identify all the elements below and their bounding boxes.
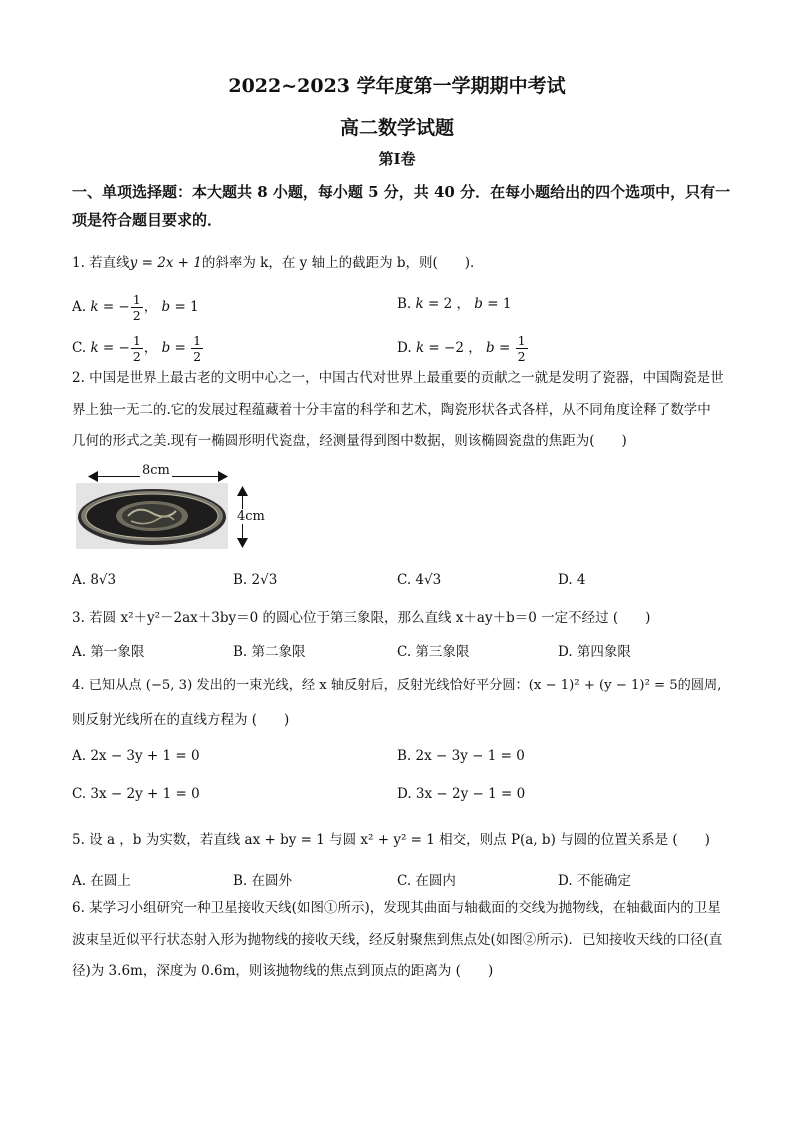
- question-6-stem: 6. 某学习小组研究一种卫星接收天线(如图①所示)，发现其曲面与轴截面的交线为抛物线，在轴截面内的卫星波束呈近似平行状态射入形为抛物线的接收天线，经反射聚焦到焦点处(如图②所示)．已知接收天线的口径(直径)为 3.6m，深度为 0.6m，则该抛物线的焦点到顶点的距离为 ( ): [72, 900, 723, 979]
- question-3-option-d[interactable]: D. 第四象限: [558, 644, 631, 660]
- question-2-option-b[interactable]: B. 2√3: [233, 572, 278, 588]
- question-1-option-c[interactable]: C. k = − $\frac{1}{2}$ ， b = $\frac{1}{2}$: [72, 333, 202, 364]
- width-label: 8cm: [142, 463, 170, 478]
- question-3-stem: 3. 若圆 x²＋y²－2ax＋3by＝0 的圆心位于第三象限，那么直线 x＋ay＋b＝0 一定不经过 ( ): [72, 610, 651, 626]
- question-1-option-d[interactable]: D. k = −2 ， b = $\frac{1}{2}$: [397, 333, 526, 364]
- fraction-half: $\frac{1}{2}$: [132, 292, 141, 323]
- question-4-stem-line1: 4. 已知从点 (−5, 3) 发出的一束光线，经 x 轴反射后，反射光线恰好平分圆：(x − 1)² + (y − 1)² = 5的圆周,: [72, 678, 722, 693]
- question-3-option-a[interactable]: A. 第一象限: [72, 644, 145, 660]
- question-4-option-c[interactable]: C. 3x − 2y + 1 = 0: [72, 786, 200, 802]
- question-4-option-d[interactable]: D. 3x − 2y − 1 = 0: [397, 786, 526, 802]
- question-3-option-b[interactable]: B. 第二象限: [233, 644, 306, 660]
- question-2-stem: 2. 中国是世界上最古老的文明中心之一，中国古代对世界上最重要的贡献之一就是发明了瓷器，中国陶瓷是世界上独一无二的.它的发展过程蕴藏着十分丰富的科学和艺术，陶瓷形状各式各样，从不同角度诠释了数学中几何的形式之美.现有一椭圆形明代瓷盘，经测量得到图中数据，则该椭圆瓷盘的焦距为( ): [72, 370, 724, 449]
- question-2-option-a[interactable]: A. 8√3: [72, 572, 117, 588]
- question-5-option-b[interactable]: B. 在圆外: [233, 873, 293, 889]
- question-2-option-d[interactable]: D. 4: [558, 572, 586, 588]
- porcelain-plate-image: [76, 483, 228, 549]
- arrow-left-icon: [88, 471, 98, 482]
- arrow-down-icon: [237, 538, 248, 548]
- width-dimension: [88, 465, 228, 485]
- question-1-stem: 1. 若直线y = 2x + 1的斜率为 k，在 y 轴上的截距为 b，则( )．: [72, 255, 484, 271]
- question-3-option-c[interactable]: C. 第三象限: [397, 644, 470, 660]
- arrow-right-icon: [218, 471, 228, 482]
- question-4-option-b[interactable]: B. 2x − 3y − 1 = 0: [397, 748, 525, 764]
- arrow-up-icon: [237, 486, 248, 496]
- exam-title: 2022~2023 学年度第一学期期中考试: [228, 75, 566, 97]
- question-5-option-a[interactable]: A. 在圆上: [72, 873, 131, 889]
- question-4-stem-line2: 则反射光线所在的直线方程为 ( ): [72, 712, 290, 728]
- height-label: 4cm: [237, 509, 265, 524]
- volume-label: 第Ⅰ卷: [378, 150, 416, 168]
- plate-picture: [76, 483, 228, 549]
- section-instruction: 一、单项选择题：本大题共 8 小题，每小题 5 分，共 40 分．在每小题给出的四个选项中，只有一项是符合题目要求的．: [72, 183, 731, 229]
- question-2-option-c[interactable]: C. 4√3: [397, 572, 442, 588]
- question-1-option-a[interactable]: A. k = − $\frac{1}{2}$ ， b = 1: [72, 292, 199, 323]
- question-1-expr: y = 2x + 1: [129, 255, 202, 271]
- question-5-option-c[interactable]: C. 在圆内: [397, 873, 456, 889]
- question-5-stem: 5. 设 a ，b 为实数，若直线 ax + by = 1 与圆 x² + y² = 1 相交，则点 P(a, b) 与圆的位置关系是 ( ): [72, 832, 710, 848]
- question-1-option-b[interactable]: B. k = 2 ， b = 1: [397, 296, 512, 312]
- question-4-option-a[interactable]: A. 2x − 3y + 1 = 0: [72, 748, 200, 764]
- question-5-option-d[interactable]: D. 不能确定: [558, 873, 631, 889]
- exam-subtitle: 高二数学试题: [339, 117, 454, 139]
